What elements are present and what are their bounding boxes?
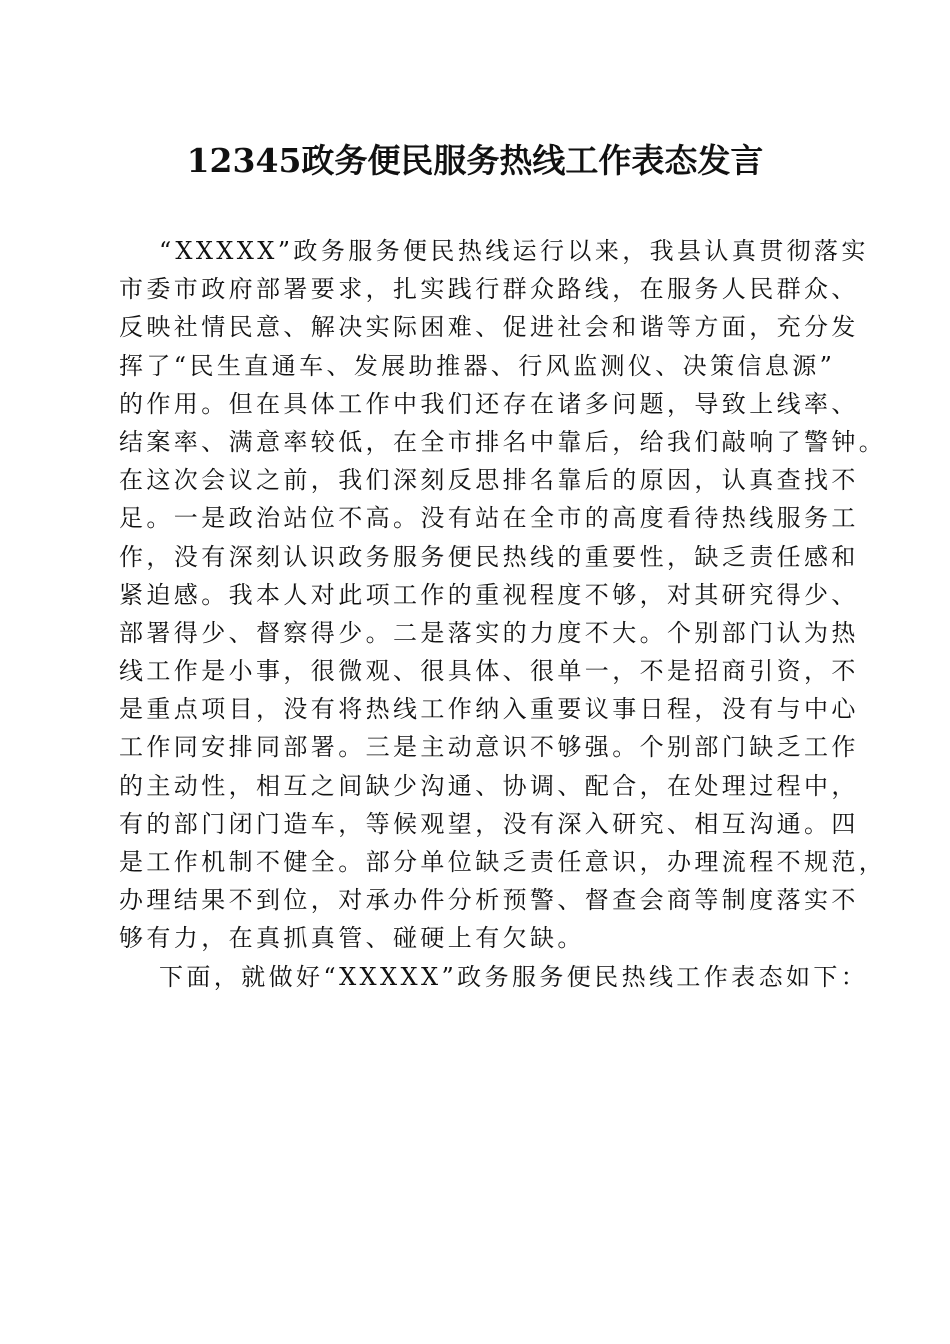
- paragraph-1: [119, 232, 887, 958]
- text-line: “XXXXX”政务服务便民热线运行以来，我县认真贯彻落实: [159, 237, 869, 265]
- text-line: 是重点项目，没有将热线工作纳入重要议事日程，没有与中心: [119, 695, 859, 724]
- text-line: 线工作是小事，很微观、很具体、很单一，不是招商引资，不: [119, 657, 859, 686]
- document-title: 12345政务便民服务热线工作表态发言: [186, 141, 764, 180]
- text-line: 部署得少、督察得少。二是落实的力度不大。个别部门认为热: [119, 618, 859, 647]
- text-line: 足。一是政治站位不高。没有站在全市的高度看待热线服务工: [119, 504, 859, 533]
- text-line: 市委市政府部署要求，扎实践行群众路线，在服务人民群众、: [119, 275, 859, 304]
- text-line: 在这次会议之前，我们深刻反思排名靠后的原因，认真查找不: [119, 466, 859, 495]
- text-line: 结案率、满意率较低，在全市排名中靠后，给我们敲响了警钟。: [119, 427, 887, 456]
- text-line: 作，没有深刻认识政务服务便民热线的重要性，缺乏责任感和: [119, 542, 859, 571]
- text-line: 工作同安排同部署。三是主动意识不够强。个别部门缺乏工作: [119, 733, 859, 762]
- text-line: 的主动性，相互之间缺少沟通、协调、配合，在处理过程中，: [119, 771, 859, 800]
- text-line: 挥了“民生直通车、发展助推器、行风监测仪、决策信息源”: [119, 351, 836, 380]
- text-line: 办理结果不到位，对承办件分析预警、督查会商等制度落实不: [119, 886, 859, 915]
- text-line: 的作用。但在具体工作中我们还存在诸多问题，导致上线率、: [119, 389, 859, 418]
- text-line: 反映社情民意、解决实际困难、促进社会和谐等方面，充分发: [119, 313, 859, 342]
- paragraph-2: [119, 958, 869, 996]
- text-line: 紧迫感。我本人对此项工作的重视程度不够，对其研究得少、: [119, 580, 859, 609]
- text-line: 是工作机制不健全。部分单位缺乏责任意识，办理流程不规范，: [119, 848, 887, 876]
- text-line: 下面，就做好“XXXXX”政务服务便民热线工作表态如下：: [159, 962, 869, 991]
- document-body: [119, 232, 887, 996]
- text-line: 够有力，在真抓真管、碰硬上有欠缺。: [119, 924, 585, 953]
- text-line: 有的部门闭门造车，等候观望，没有深入研究、相互沟通。四: [119, 809, 859, 838]
